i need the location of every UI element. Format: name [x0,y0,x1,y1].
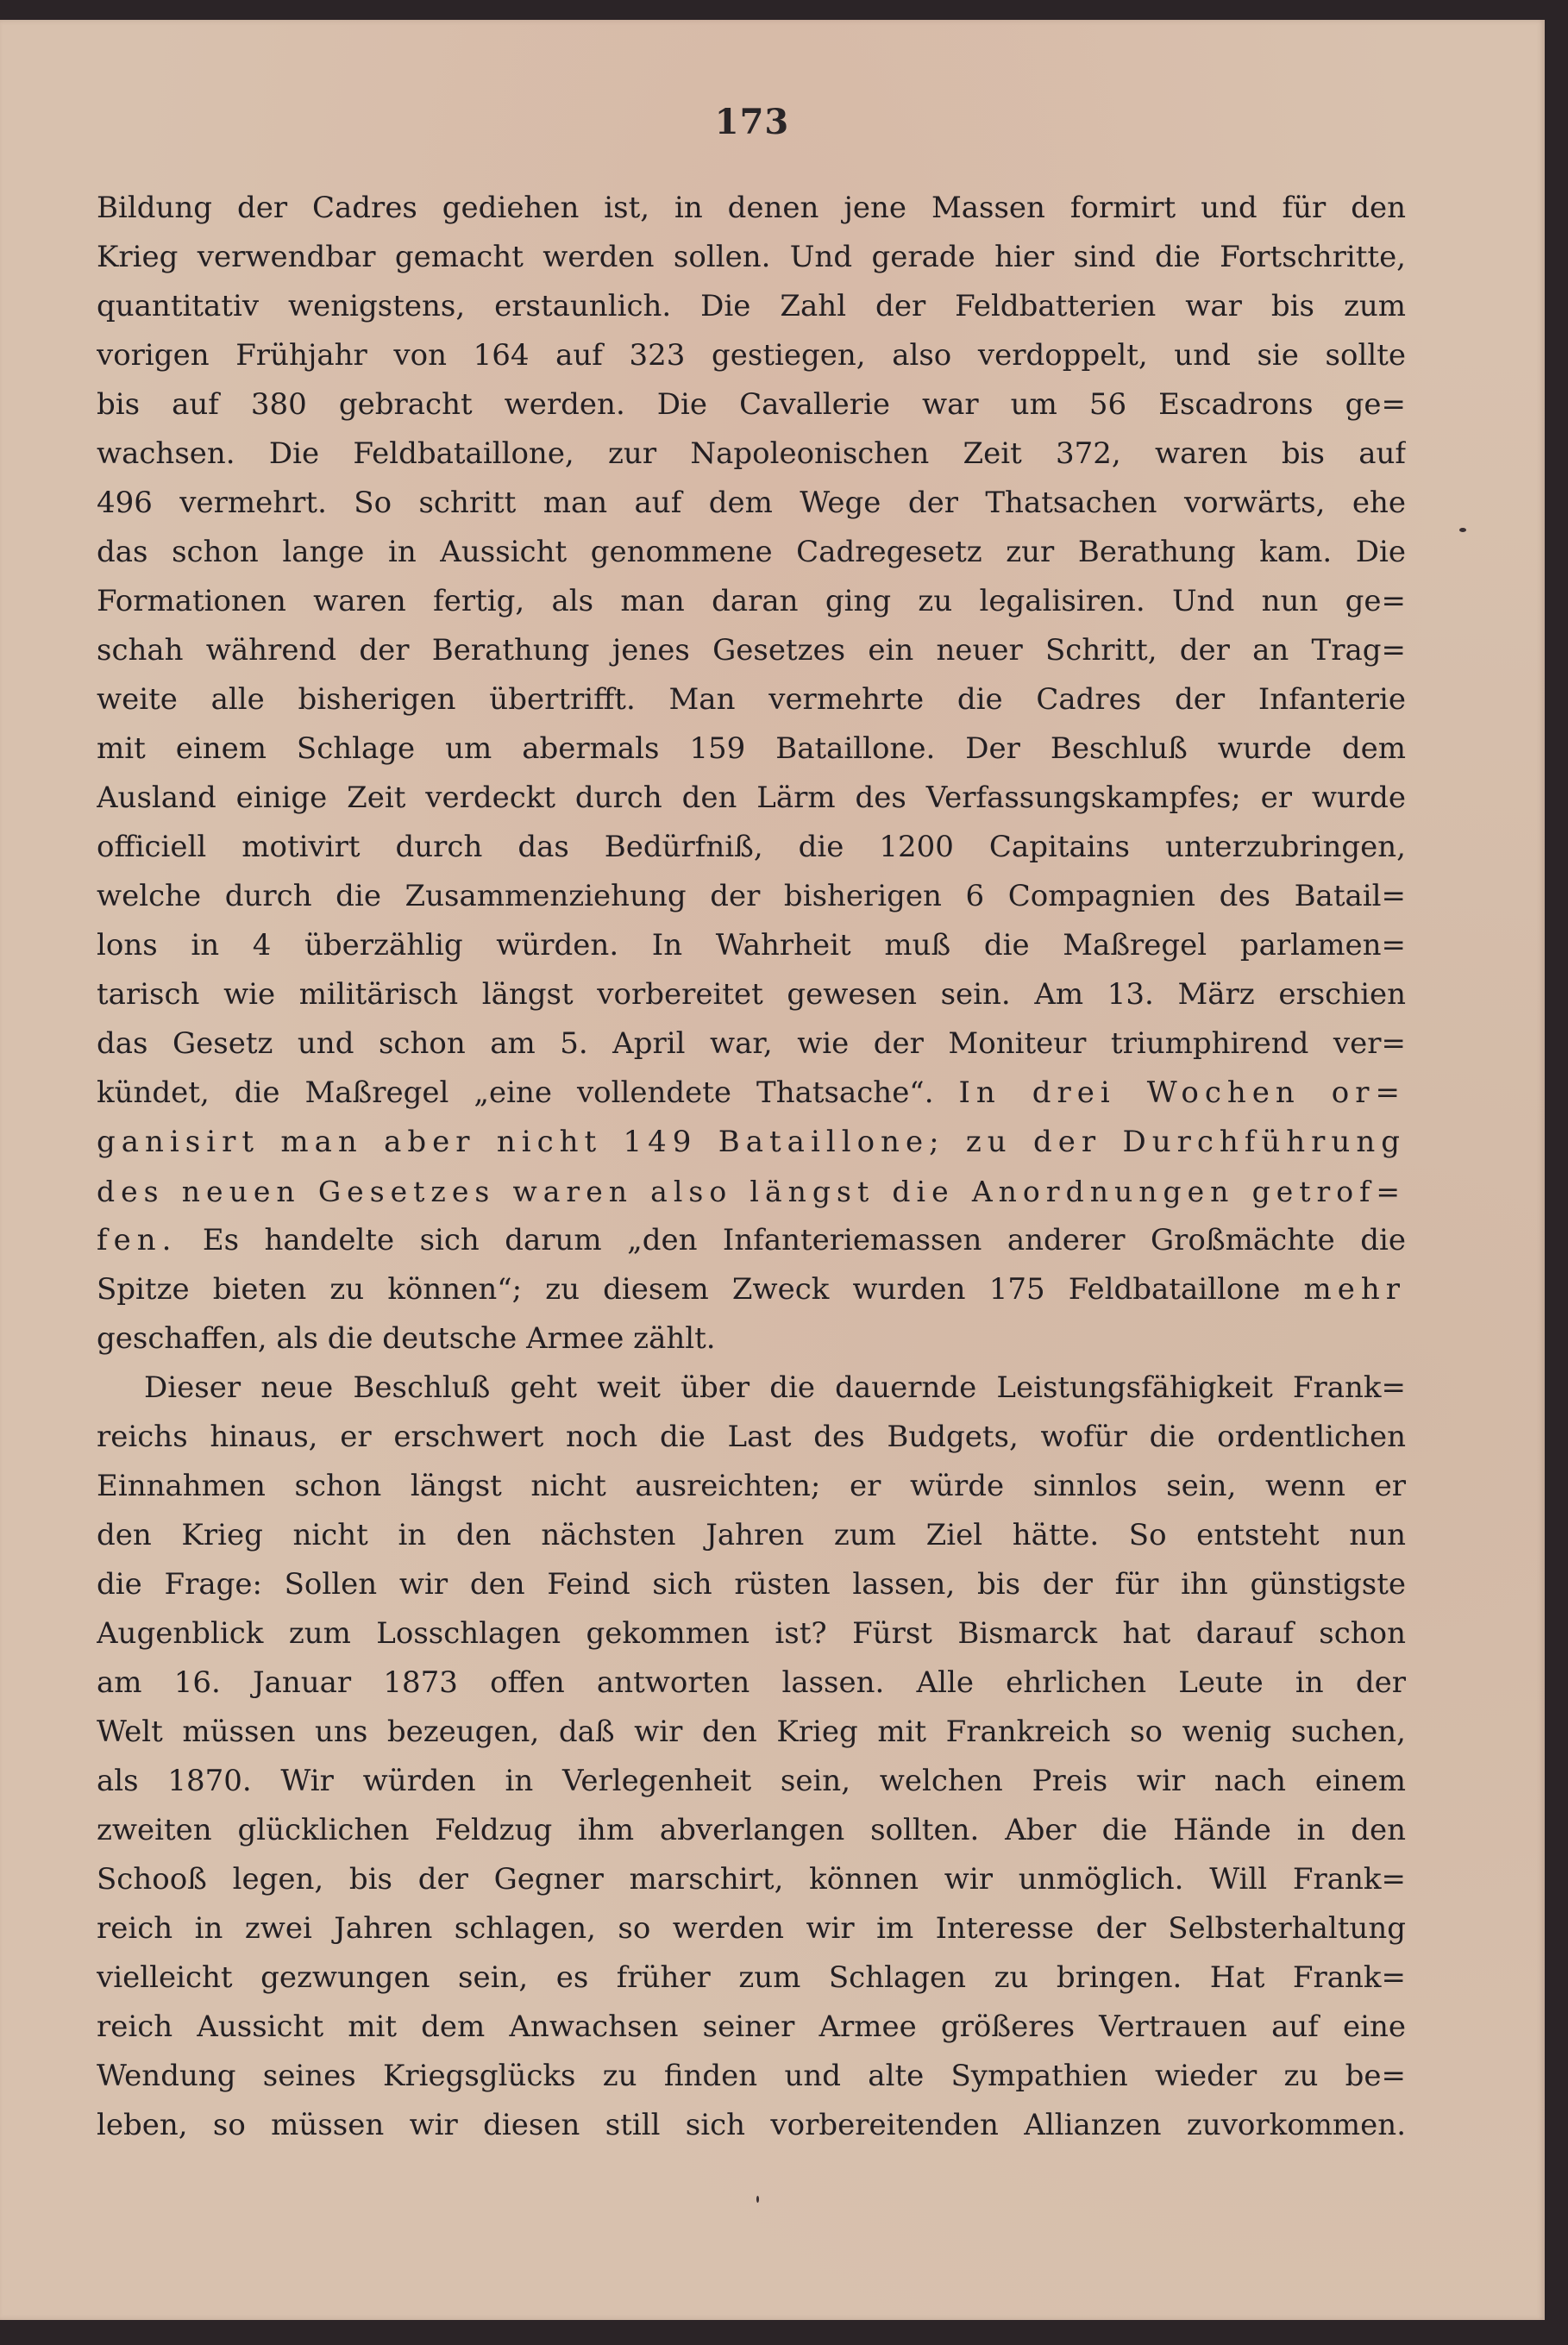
text-line [97,872,1406,921]
text-line [97,1019,1406,1069]
text-line [97,1609,1406,1658]
text-line [97,970,1406,1019]
text-line [97,1953,1406,2003]
text-line [97,1364,1406,1413]
text-segment: das Gesetz und schon am 5. April war, wie der Moniteur triumphirend ver= [97,1026,1406,1061]
text-line [97,1118,1406,1167]
text-segment: welche durch die Zusammenziehung der bisherigen 6 Compagnien des Batail= [97,879,1406,913]
text-segment: Ausland einige Zeit verdeckt durch den Lärm des Verfassungskampfes; er wurde [97,781,1406,815]
ink-speck [756,2196,759,2203]
text-line [97,1314,1406,1364]
text-line [97,1757,1406,1806]
text-segment: Formationen waren fertig, als man daran ging zu legalisiren. Und nun ge= [97,584,1406,618]
text-line [97,1069,1406,1118]
text-line [97,184,1406,233]
text-segment: zweiten glücklichen Feldzug ihm abverlangen sollten. Aber die Hände in den [97,1813,1406,1847]
body-text [97,184,1406,2150]
text-segment: Einnahmen schon längst nicht ausreichten; er würde sinnlos sein, wenn er [97,1469,1406,1503]
text-segment: Wendung seines Kriegsglücks zu finden und alte Sympathien wieder zu be= [97,2059,1406,2093]
text-line [97,1806,1406,1855]
book-page [0,20,1545,2320]
text-segment: das schon lange in Aussicht genommene Cadregesetz zur Berathung kam. Die [97,535,1406,569]
text-line [97,577,1406,626]
text-segment: reichs hinaus, er erschwert noch die Last des Budgets, wofür die ordentlichen [97,1420,1406,1454]
text-line [97,1658,1406,1708]
letterspaced-text: ganisirt man aber nicht 149 Bataillone; zu der Durchführung [97,1125,1406,1159]
text-segment: als 1870. Wir würden in Verlegenheit sein, welchen Preis wir nach einem [97,1764,1406,1798]
text-segment: Krieg verwendbar gemacht werden sollen. Und gerade hier sind die Fortschritte, [97,240,1406,274]
text-segment: officiell motivirt durch das Bedürfniß, die 1200 Capitains unterzubringen, [97,830,1406,864]
text-line [97,282,1406,331]
text-line [97,675,1406,724]
text-line [97,528,1406,577]
text-line [97,1904,1406,1953]
text-line [97,2003,1406,2052]
text-segment: Bildung der Cadres gediehen ist, in denen jene Massen formirt und für den [97,191,1406,225]
text-line [97,233,1406,282]
text-segment: vorigen Frühjahr von 164 auf 323 gestiegen, also verdoppelt, und sie sollte [97,338,1406,373]
text-line [97,921,1406,970]
text-segment: quantitativ wenigstens, erstaunlich. Die Zahl der Feldbatterien war bis zum [97,289,1406,323]
text-segment: Schooß legen, bis der Gegner marschirt, können wir unmöglich. Will Frank= [97,1862,1406,1897]
text-line [97,2101,1406,2150]
text-line [97,1413,1406,1462]
text-segment: schah während der Berathung jenes Gesetzes ein neuer Schritt, der an Trag= [97,633,1406,668]
text-segment: wachsen. Die Feldbataillone, zur Napoleonischen Zeit 372, waren bis auf [97,436,1406,471]
text-segment: vielleicht gezwungen sein, es früher zum Schlagen zu bringen. Hat Frank= [97,1960,1406,1995]
text-line [97,823,1406,872]
text-line [97,626,1406,675]
letterspaced-text: mehr [1303,1272,1406,1307]
text-segment: bis auf 380 gebracht werden. Die Cavallerie war um 56 Escadrons ge= [97,387,1406,422]
text-segment: mit einem Schlage um abermals 159 Bataillone. Der Beschluß wurde dem [97,731,1406,766]
text-segment: Es handelte sich darum „den Infanteriemassen anderer Großmächte die [177,1223,1406,1257]
text-segment: Welt müssen uns bezeugen, daß wir den Krieg mit Frankreich so wenig suchen, [97,1715,1406,1749]
text-segment: reich in zwei Jahren schlagen, so werden wir im Interesse der Selbsterhaltung [97,1911,1406,1946]
text-segment: Dieser neue Beschluß geht weit über die dauernde Leistungsfähigkeit Frank= [144,1370,1406,1405]
text-line [97,2052,1406,2101]
text-line [97,1462,1406,1511]
letterspaced-text: fen. [97,1223,178,1257]
page-number: 173 [714,102,790,142]
text-line [97,380,1406,429]
text-line [97,1511,1406,1560]
text-segment: tarisch wie militärisch längst vorbereitet gewesen sein. Am 13. März erschien [97,977,1406,1012]
text-segment: Spitze bieten zu können“; zu diesem Zweck wurden 175 Feldbataillone [97,1272,1304,1307]
text-line [97,1560,1406,1609]
text-line [97,1855,1406,1904]
text-segment: am 16. Januar 1873 offen antworten lassen. Alle ehrlichen Leute in der [97,1665,1406,1700]
text-segment: 496 vermehrt. So schritt man auf dem Wege der Thatsachen vorwärts, ehe [97,486,1406,520]
text-segment: lons in 4 überzählig würden. In Wahrheit muß die Maßregel parlamen= [97,928,1406,962]
text-segment: den Krieg nicht in den nächsten Jahren zum Ziel hätte. So entsteht nun [97,1518,1406,1552]
text-segment: leben, so müssen wir diesen still sich vorbereitenden Allianzen zuvorkommen. [97,2108,1406,2142]
text-segment: geschaffen, als die deutsche Armee zählt. [97,1321,716,1356]
ink-speck [1459,528,1466,532]
text-segment: kündet, die Maßregel „eine vollendete Thatsache“. [97,1075,959,1110]
text-segment: Augenblick zum Losschlagen gekommen ist? Fürst Bismarck hat darauf schon [97,1616,1406,1651]
text-line [97,724,1406,774]
letterspaced-text: des neuen Gesetzes waren also längst die Anordnungen getrof= [97,1175,1406,1208]
text-segment: die Frage: Sollen wir den Feind sich rüsten lassen, bis der für ihn günstigste [97,1567,1406,1602]
text-line [97,1216,1406,1265]
text-line [97,331,1406,380]
text-line [97,774,1406,823]
text-line [97,1167,1406,1216]
text-line [97,1708,1406,1757]
text-line [97,479,1406,528]
text-segment: reich Aussicht mit dem Anwachsen seiner Armee größeres Vertrauen auf eine [97,2010,1406,2044]
letterspaced-text: In drei Wochen or= [958,1075,1406,1110]
text-segment: weite alle bisherigen übertrifft. Man vermehrte die Cadres der Infanterie [97,682,1406,717]
text-line [97,429,1406,479]
text-line [97,1265,1406,1314]
